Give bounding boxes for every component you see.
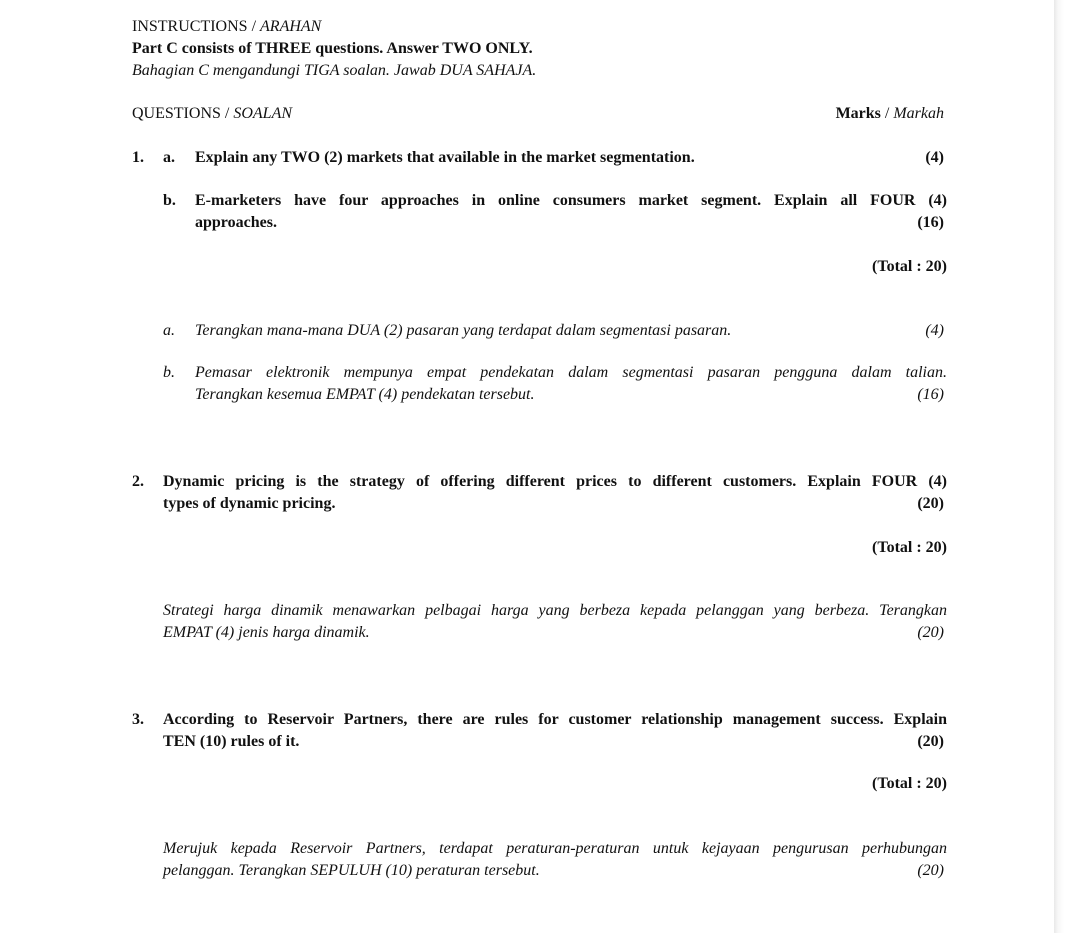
question-3-text-line2: TEN (10) rules of it.: [163, 733, 300, 750]
question-3-text-line1: According to Reservoir Partners, there are rules for customer relationship management success. Explain: [163, 711, 947, 728]
instructions-heading-en: INSTRUCTIONS: [132, 18, 248, 35]
question-1a-translation-text: Terangkan mana-mana DUA (2) pasaran yang terdapat dalam segmentasi pasaran.: [195, 322, 732, 339]
question-3-total: (Total : 20): [872, 775, 947, 792]
question-1a-translation-marks: (4): [925, 322, 944, 339]
question-3-translation-marks: (20): [917, 862, 944, 879]
question-2-total: (Total : 20): [872, 539, 947, 556]
question-2-translation-marks: (20): [917, 624, 944, 641]
question-2-translation-line1: Strategi harga dinamik menawarkan pelbagai harga yang berbeza kepada pelanggan yang berbeza. Terangkan: [163, 602, 947, 619]
question-1b-translation-marks: (16): [917, 386, 944, 403]
question-3-translation-line1: Merujuk kepada Reservoir Partners, terdapat peraturan-peraturan untuk kejayaan pengurusan perhubungan: [163, 840, 947, 857]
marks-heading-en: Marks: [835, 105, 881, 122]
question-1b-translation-line2: Terangkan kesemua EMPAT (4) pendekatan tersebut.: [195, 386, 535, 403]
instructions-heading-ms: ARAHAN: [260, 18, 322, 35]
question-1a-translation-letter: a.: [163, 322, 175, 339]
instructions-line-en: Part C consists of THREE questions. Answer TWO ONLY.: [132, 40, 533, 57]
question-2-text-line1: Dynamic pricing is the strategy of offering different prices to different customers. Explain FOUR (4): [163, 473, 947, 490]
question-1a-letter: a.: [163, 149, 175, 166]
question-2-translation-line2: EMPAT (4) jenis harga dinamik.: [163, 624, 370, 641]
question-1b-translation-line1: Pemasar elektronik mempunya empat pendekatan dalam segmentasi pasaran pengguna dalam talian.: [195, 364, 947, 381]
question-2-marks: (20): [917, 495, 944, 512]
heading-separator: /: [251, 18, 257, 35]
questions-heading: [132, 103, 292, 124]
question-1-number: 1.: [132, 149, 144, 166]
question-3-marks: (20): [917, 733, 944, 750]
marks-separator: /: [884, 105, 890, 122]
question-1b-letter: b.: [163, 192, 176, 209]
question-1b-text-line2: approaches.: [195, 214, 277, 231]
question-1b-text-line1: E-marketers have four approaches in online consumers market segment. Explain all FOUR (4): [195, 192, 947, 209]
question-1b-marks: (16): [917, 214, 944, 231]
question-1a-text: Explain any TWO (2) markets that available in the market segmentation.: [195, 149, 695, 166]
question-3-translation-line2: pelanggan. Terangkan SEPULUH (10) peraturan tersebut.: [163, 862, 540, 879]
question-1-total: (Total : 20): [872, 258, 947, 275]
question-1b-translation-letter: b.: [163, 364, 175, 381]
question-2-number: 2.: [132, 473, 144, 490]
questions-heading-en: QUESTIONS: [132, 105, 221, 122]
questions-heading-ms: SOALAN: [233, 105, 293, 122]
page-edge-shadow: [1054, 0, 1080, 933]
marks-heading-ms: Markah: [893, 105, 944, 122]
marks-heading: [836, 103, 944, 124]
instructions-heading: [132, 16, 321, 37]
instructions-line-ms: Bahagian C mengandungi TIGA soalan. Jawab DUA SAHAJA.: [132, 62, 537, 79]
question-1a-marks: (4): [925, 149, 944, 166]
question-3-number: 3.: [132, 711, 144, 728]
questions-separator: /: [224, 105, 230, 122]
question-2-text-line2: types of dynamic pricing.: [163, 495, 336, 512]
